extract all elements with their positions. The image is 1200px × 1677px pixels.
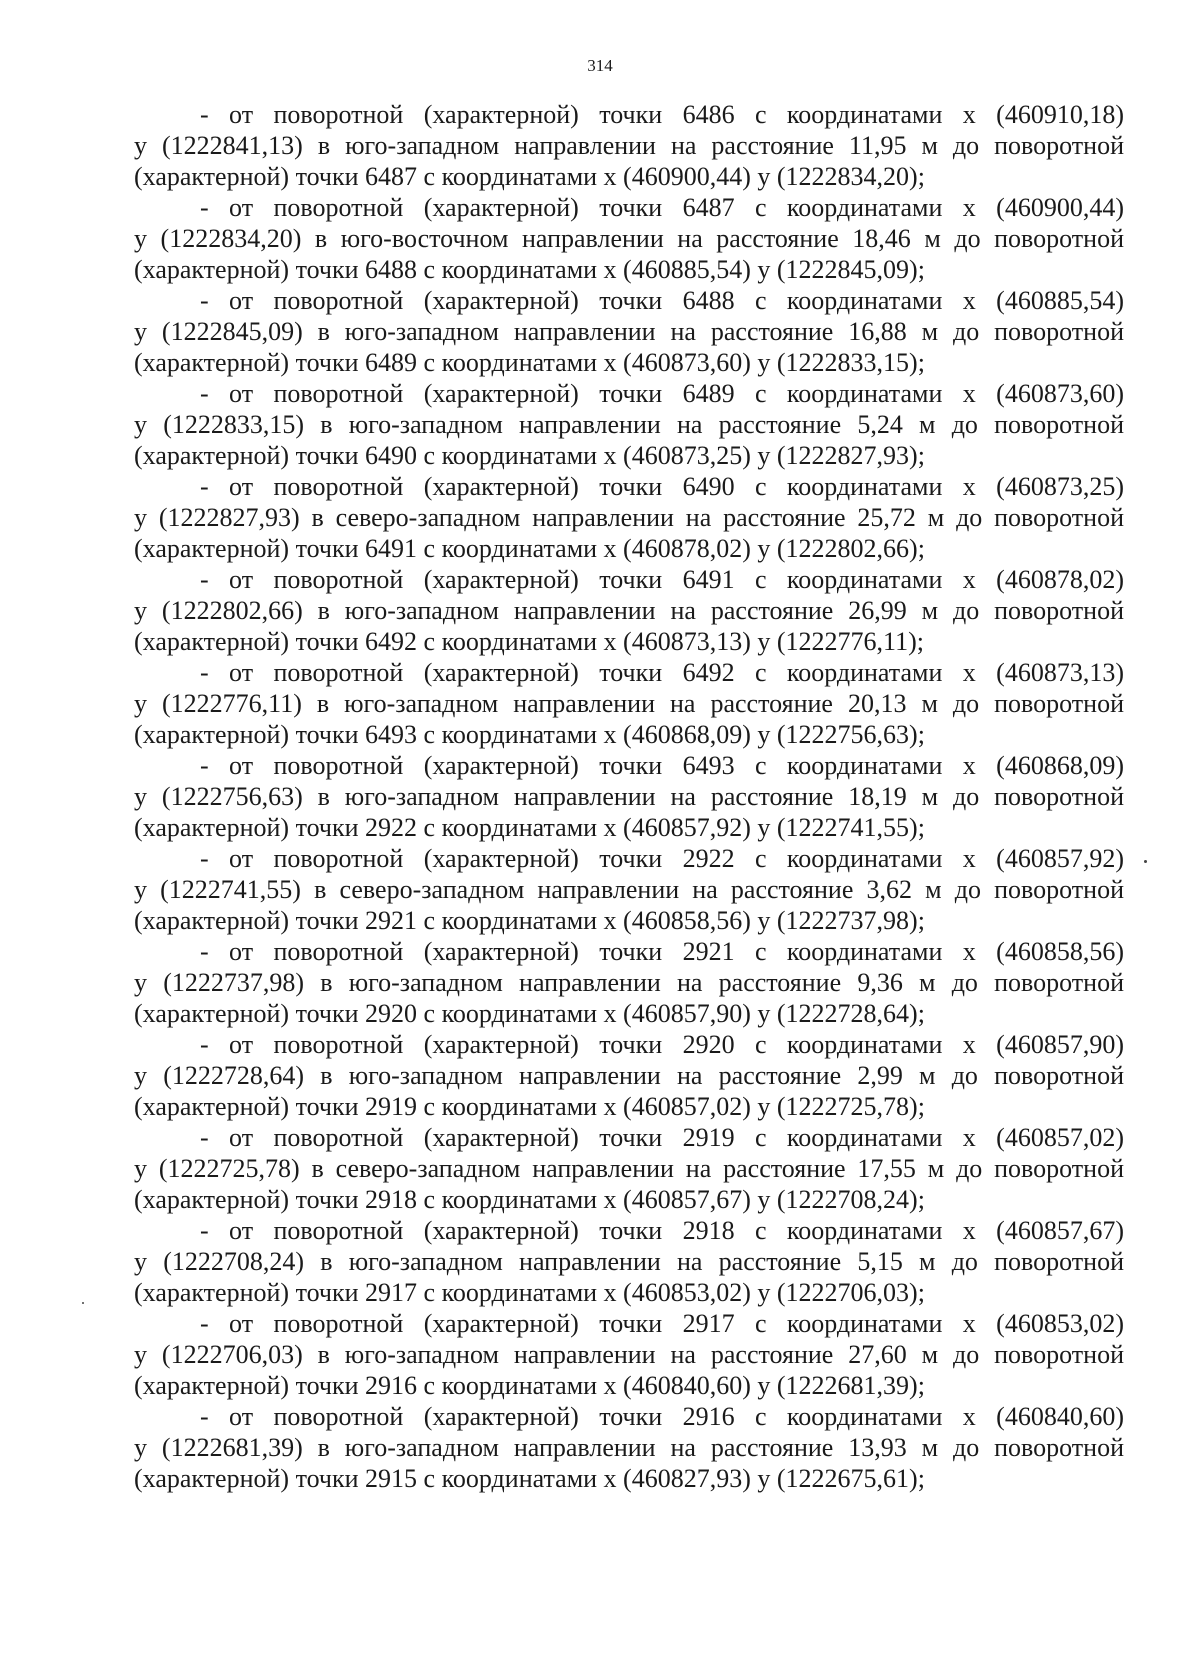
text-line: (характерной) точки 2918 с координатами х (460857,67) у (1222708,24); <box>134 1185 925 1214</box>
text-line: - от поворотной (характерной) точки 2917 с координатами х (460853,02) <box>200 1309 1124 1338</box>
text-line: (характерной) точки 6488 с координатами х (460885,54) у (1222845,09); <box>134 255 925 284</box>
text-line: у (1222706,03) в юго-западном направлении на расстояние 27,60 м до поворотной <box>134 1340 1124 1369</box>
paragraph <box>134 1029 1124 1122</box>
paragraph <box>134 1308 1124 1401</box>
text-line: - от поворотной (характерной) точки 2921 с координатами х (460858,56) <box>200 937 1124 966</box>
text-line: - от поворотной (характерной) точки 6486 с координатами х (460910,18) <box>200 100 1124 129</box>
paragraph <box>134 471 1124 564</box>
text-line: - от поворотной (характерной) точки 6488 с координатами х (460885,54) <box>200 286 1124 315</box>
text-line: у (1222756,63) в юго-западном направлении на расстояние 18,19 м до поворотной <box>134 782 1124 811</box>
text-line: у (1222708,24) в юго-западном направлении на расстояние 5,15 м до поворотной <box>134 1247 1124 1276</box>
text-line: у (1222845,09) в юго-западном направлении на расстояние 16,88 м до поворотной <box>134 317 1124 346</box>
paragraph <box>134 657 1124 750</box>
text-line: у (1222728,64) в юго-западном направлении на расстояние 2,99 м до поворотной <box>134 1061 1124 1090</box>
text-line: (характерной) точки 6490 с координатами х (460873,25) у (1222827,93); <box>134 441 925 470</box>
text-line: у (1222833,15) в юго-западном направлении на расстояние 5,24 м до поворотной <box>134 410 1124 439</box>
text-line: (характерной) точки 6492 с координатами х (460873,13) у (1222776,11); <box>134 627 924 656</box>
text-line: - от поворотной (характерной) точки 6493 с координатами х (460868,09) <box>200 751 1124 780</box>
text-line: - от поворотной (характерной) точки 6489 с координатами х (460873,60) <box>200 379 1124 408</box>
text-line: - от поворотной (характерной) точки 6487 с координатами х (460900,44) <box>200 193 1124 222</box>
text-line: (характерной) точки 6487 с координатами х (460900,44) у (1222834,20); <box>134 162 925 191</box>
text-line: (характерной) точки 6489 с координатами х (460873,60) у (1222833,15); <box>134 348 925 377</box>
text-line: у (1222802,66) в юго-западном направлении на расстояние 26,99 м до поворотной <box>134 596 1124 625</box>
paragraph <box>134 192 1124 285</box>
text-line: (характерной) точки 2922 с координатами х (460857,92) у (1222741,55); <box>134 813 925 842</box>
text-line: - от поворотной (характерной) точки 2922 с координатами х (460857,92) <box>200 844 1124 873</box>
text-line: (характерной) точки 2919 с координатами х (460857,02) у (1222725,78); <box>134 1092 925 1121</box>
text-line: у (1222841,13) в юго-западном направлении на расстояние 11,95 м до поворотной <box>134 131 1124 160</box>
scan-speck <box>1144 860 1147 863</box>
text-line: - от поворотной (характерной) точки 2918 с координатами х (460857,67) <box>200 1216 1124 1245</box>
paragraph <box>134 1215 1124 1308</box>
text-line: (характерной) точки 2917 с координатами х (460853,02) у (1222706,03); <box>134 1278 925 1307</box>
paragraph <box>134 564 1124 657</box>
paragraph <box>134 378 1124 471</box>
paragraph <box>134 1401 1124 1494</box>
text-line: у (1222834,20) в юго-восточном направлении на расстояние 18,46 м до поворотной <box>134 224 1124 253</box>
text-line: у (1222725,78) в северо-западном направлении на расстояние 17,55 м до поворотной <box>134 1154 1124 1183</box>
paragraph <box>134 99 1124 192</box>
text-line: (характерной) точки 2916 с координатами х (460840,60) у (1222681,39); <box>134 1371 925 1400</box>
text-line: у (1222776,11) в юго-западном направлении на расстояние 20,13 м до поворотной <box>134 689 1124 718</box>
text-line: у (1222681,39) в юго-западном направлении на расстояние 13,93 м до поворотной <box>134 1433 1124 1462</box>
text-line: - от поворотной (характерной) точки 6492 с координатами х (460873,13) <box>200 658 1124 687</box>
paragraph <box>134 936 1124 1029</box>
paragraph <box>134 285 1124 378</box>
paragraph <box>134 1122 1124 1215</box>
text-line: у (1222737,98) в юго-западном направлении на расстояние 9,36 м до поворотной <box>134 968 1124 997</box>
text-line: у (1222827,93) в северо-западном направлении на расстояние 25,72 м до поворотной <box>134 503 1124 532</box>
text-line: (характерной) точки 2921 с координатами х (460858,56) у (1222737,98); <box>134 906 925 935</box>
text-line: (характерной) точки 6493 с координатами х (460868,09) у (1222756,63); <box>134 720 925 749</box>
page-number: 314 <box>587 56 613 75</box>
text-line: - от поворотной (характерной) точки 6491 с координатами х (460878,02) <box>200 565 1124 594</box>
text-line: (характерной) точки 2920 с координатами х (460857,90) у (1222728,64); <box>134 999 925 1028</box>
text-line: у (1222741,55) в северо-западном направлении на расстояние 3,62 м до поворотной <box>134 875 1124 904</box>
text-line: - от поворотной (характерной) точки 2920 с координатами х (460857,90) <box>200 1030 1124 1059</box>
text-line: - от поворотной (характерной) точки 2916 с координатами х (460840,60) <box>200 1402 1124 1431</box>
scan-speck <box>82 1302 84 1304</box>
text-line: (характерной) точки 2915 с координатами х (460827,93) у (1222675,61); <box>134 1464 925 1493</box>
text-line: - от поворотной (характерной) точки 6490 с координатами х (460873,25) <box>200 472 1124 501</box>
paragraph <box>134 843 1124 936</box>
document-body <box>134 99 1124 1494</box>
text-line: - от поворотной (характерной) точки 2919 с координатами х (460857,02) <box>200 1123 1124 1152</box>
text-line: (характерной) точки 6491 с координатами х (460878,02) у (1222802,66); <box>134 534 925 563</box>
paragraph <box>134 750 1124 843</box>
